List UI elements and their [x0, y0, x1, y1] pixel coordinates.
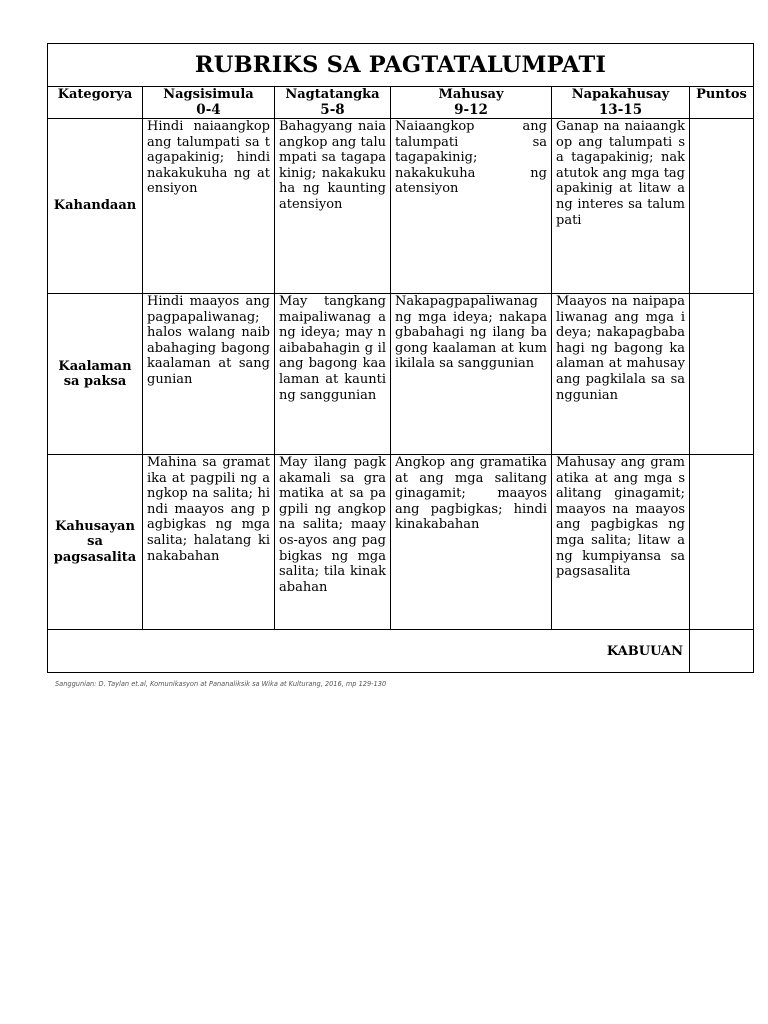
category-cell: Kaalaman sa paksa	[48, 294, 143, 455]
header-points	[690, 87, 754, 119]
header-level-4	[552, 87, 690, 119]
description-cell: Hindi maayos ang pagpapaliwanag; halos walang naibabahaging bagong kaalaman at sanggunian	[143, 294, 275, 455]
description-cell: Bahagyang naiaangkop ang talumpati sa tagapakinig; nakakukuha ng kaunting atensiyon	[275, 119, 391, 294]
description-cell: Maayos na naipapaliwanag ang mga ideya; nakapagbabahagi ng bagong kaalaman at mahusay ang pagkilala sa sanggunian	[552, 294, 690, 455]
description-cell: Hindi naiaangkop ang talumpati sa tagapakinig; hindi nakakukuha ng atensiyon	[143, 119, 275, 294]
header-level-label: Napakahusay	[571, 87, 670, 102]
header-category	[48, 87, 143, 119]
rubric-title: RUBRIKS SA PAGTATALUMPATI	[48, 44, 754, 87]
total-points-cell[interactable]	[690, 630, 754, 673]
header-level-label: Nagtatangka	[285, 87, 380, 102]
header-level-range: 9-12	[454, 101, 488, 118]
table-row	[48, 294, 754, 455]
description-cell: May tangkang maipaliwanag ang ideya; may naibabahagin g ilang bagong kaalaman at kaunting sanggunian	[275, 294, 391, 455]
header-level-range: 13-15	[598, 101, 643, 118]
points-cell[interactable]	[690, 294, 754, 455]
category-cell: Kahusayan sa pagsasalita	[48, 455, 143, 630]
header-level-1	[143, 87, 275, 119]
description-cell: Angkop ang gramatika at ang mga salitang ginagamit; maayos ang pagbigkas; hindi kinakabahan	[391, 455, 552, 630]
total-label: KABUUAN	[48, 630, 690, 673]
header-level-range: 5-8	[320, 101, 345, 118]
header-category-label: Kategorya	[57, 87, 133, 102]
table-row	[48, 455, 754, 630]
header-points-label: Puntos	[696, 87, 747, 102]
description-cell: May ilang pagkakamali sa gramatika at sa pagpili ng angkop na salita; maayos-ayos ang pagbigkas ng mga salita; tila kinakabahan	[275, 455, 391, 630]
description-cell: Naiaangkop ang talumpati sa tagapakinig; nakakukuha ng atensiyon	[391, 119, 552, 294]
total-row	[48, 630, 754, 673]
description-cell: Mahina sa gramatika at pagpili ng angkop na salita; hindi maayos ang pagbigkas ng mga salita; halatang kinakabahan	[143, 455, 275, 630]
header-level-label: Nagsisimula	[163, 87, 254, 102]
points-cell[interactable]	[690, 119, 754, 294]
table-row	[48, 119, 754, 294]
points-cell[interactable]	[690, 455, 754, 630]
header-level-label: Mahusay	[438, 87, 504, 102]
description-cell: Nakapagpapaliwanag ng mga ideya; nakapagbabahagi ng ilang bagong kaalaman at kumikilala sa sanggunian	[391, 294, 552, 455]
header-level-3	[391, 87, 552, 119]
category-cell: Kahandaan	[48, 119, 143, 294]
header-level-range: 0-4	[196, 101, 221, 118]
rubric-sheet	[47, 43, 753, 673]
header-level-2	[275, 87, 391, 119]
rubric-table	[47, 43, 754, 673]
description-cell: Mahusay ang gramatika at ang mga salitang ginagamit; maayos na maayos ang pagbigkas ng mga salita; litaw ang kumpiyansa sa pagsasalita	[552, 455, 690, 630]
description-cell: Ganap na naiaangkop ang talumpati sa tagapakinig; nakatutok ang mga tagapakinig at litaw ang interes sa talumpati	[552, 119, 690, 294]
source-citation: Sanggunian: D. Taylan et.al, Komunikasyon at Pananaliksik sa Wika at Kulturang, 2016, mp 129-130	[55, 680, 387, 688]
